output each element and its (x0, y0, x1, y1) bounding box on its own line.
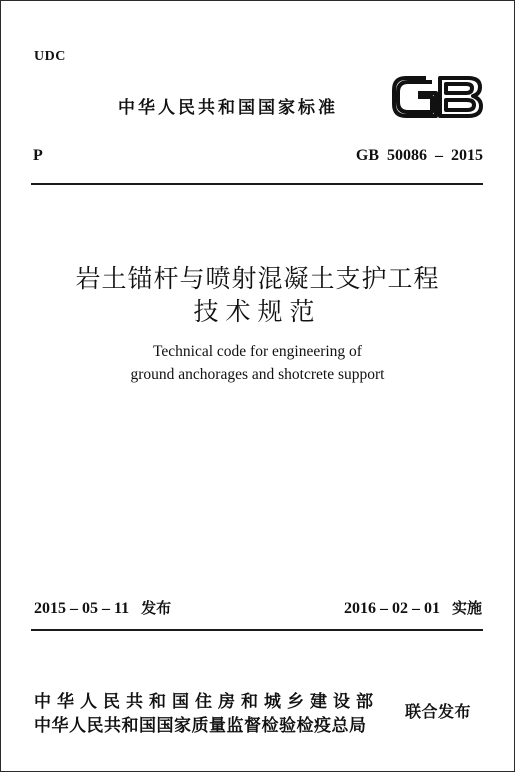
issue-label: 发布 (141, 599, 172, 617)
udc-label: UDC (34, 49, 66, 64)
standard-number: GB 50086 – 2015 (355, 147, 483, 164)
national-standard-heading: 中华人民共和国国家标准 (118, 98, 338, 118)
title-cn-line1: 岩土锚杆与喷射混凝土支护工程 (75, 264, 440, 293)
bottom-divider (31, 629, 483, 631)
top-divider (31, 183, 483, 185)
issuer-aqsiq: 中华人民共和国国家质量监督检验检疫总局 (34, 716, 367, 736)
joint-issue-label: 联合发布 (405, 702, 472, 721)
implement-label: 实施 (451, 599, 482, 617)
gb-logo-icon (392, 74, 484, 118)
issuer-ministry: 中华人民共和国住房和城乡建设部 (34, 692, 379, 712)
title-en-line2: ground anchorages and shotcrete support (130, 366, 385, 383)
issue-date: 2015 – 05 – 11 (34, 600, 130, 617)
classification-code: P (33, 147, 43, 164)
implement-date-row (344, 597, 482, 618)
issue-date-row (34, 597, 171, 618)
implement-date: 2016 – 02 – 01 (343, 600, 440, 617)
title-en-line1: Technical code for engineering of (153, 343, 362, 360)
title-cn-line2: 技术规范 (193, 297, 322, 326)
